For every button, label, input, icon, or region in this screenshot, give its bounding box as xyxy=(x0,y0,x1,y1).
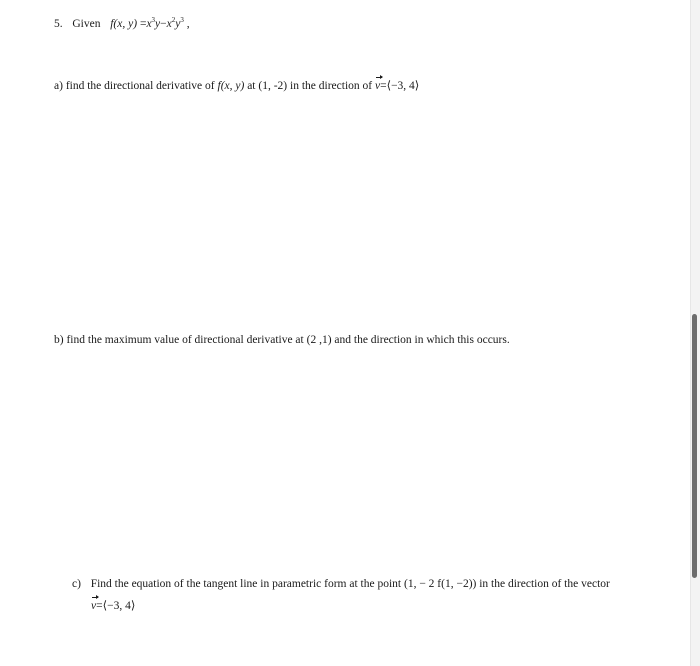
term-x: x xyxy=(146,18,152,30)
term-y3: y xyxy=(175,18,181,30)
part-c-label: c) xyxy=(72,578,81,590)
part-b xyxy=(54,332,510,348)
part-a-point: (1, -2) xyxy=(258,80,288,92)
part-c-vector-line xyxy=(91,598,135,614)
part-a-func: f(x, y) xyxy=(217,80,245,92)
part-a-text-1: find the directional derivative of xyxy=(65,80,215,92)
term-x2: x xyxy=(166,18,172,30)
equals-sign: = xyxy=(139,18,147,30)
part-c-text-2: in the direction of the vector xyxy=(479,578,610,590)
part-b-text: find the maximum value of directional derivative at (2 ,1) and the direction in which this occurs. xyxy=(66,334,510,346)
part-a-text-3: in the direction of xyxy=(290,80,373,92)
problem-intro: Given xyxy=(72,18,101,30)
part-c xyxy=(72,576,610,592)
part-c-vector-value: ⟨−3, 4⟩ xyxy=(102,600,136,612)
term-y: y xyxy=(155,18,161,30)
exp-2: 2 xyxy=(171,16,176,24)
part-c-vector-name: v xyxy=(91,600,97,612)
part-c-point: (1, − 2 f(1, −2)) xyxy=(403,578,477,590)
problem-number: 5. xyxy=(54,18,63,30)
exp-3b: 3 xyxy=(180,16,184,24)
part-a-label: a) xyxy=(54,80,63,92)
part-c-equals: = xyxy=(96,600,103,612)
exp-3: 3 xyxy=(151,16,156,24)
trailing-comma: , xyxy=(186,18,190,30)
part-a-vector-value: ⟨−3, 4⟩ xyxy=(386,80,420,92)
part-a xyxy=(54,78,419,94)
part-a-equals: = xyxy=(380,80,387,92)
minus-sign: − xyxy=(160,18,167,30)
part-a-vector-name: v xyxy=(374,80,381,92)
function-lhs: f(x, y) xyxy=(110,18,138,30)
problem-statement xyxy=(54,16,190,32)
part-c-text-1: Find the equation of the tangent line in parametric form at the point xyxy=(90,578,402,590)
scrollbar-thumb[interactable] xyxy=(692,314,697,578)
part-a-text-2: at xyxy=(247,80,256,92)
part-b-label: b) xyxy=(54,334,64,346)
